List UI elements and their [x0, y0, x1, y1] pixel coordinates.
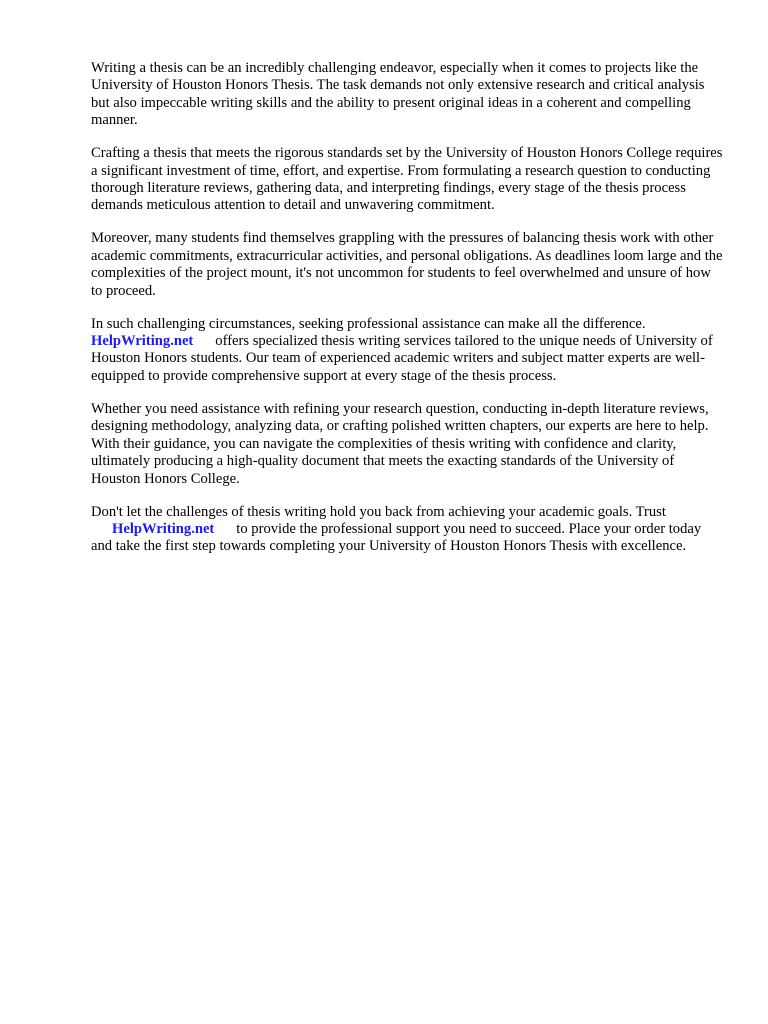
document-page	[91, 60, 723, 571]
paragraph-assistance	[91, 316, 723, 386]
paragraph-standards: Crafting a thesis that meets the rigorous standards set by the University of Houston Honors College requires a significant investment of time, effort, and expertise. From formulating a research question to conducting thorough literature reviews, gathering data, and interpreting findings, every stage of the thesis process demands meticulous attention to detail and unwavering commitment.	[91, 145, 723, 214]
paragraph-pressures: Moreover, many students find themselves grappling with the pressures of balancing thesis work with other academic commitments, extracurricular activities, and personal obligations. As deadlines loom large and the complexities of the project mount, it's not uncommon for students to feel overwhelmed and unsure of how to proceed.	[91, 230, 723, 299]
paragraph-services: Whether you need assistance with refining your research question, conducting in-depth literature reviews, designing methodology, analyzing data, or crafting polished written chapters, our experts are here to help. With their guidance, you can navigate the complexities of thesis writing with confidence and clarity, ultimately producing a high-quality document that meets the exacting standards of the University of Houston Honors College.	[91, 400, 709, 487]
paragraph-closing	[91, 504, 723, 556]
helpwriting-link-closing[interactable]: HelpWriting.net	[112, 520, 215, 537]
paragraph-intro: Writing a thesis can be an incredibly challenging endeavor, especially when it comes to projects like the University of Houston Honors Thesis. The task demands not only extensive research and critical analysis but also impeccable writing skills and the ability to present original ideas in a coherent and compelling manner.	[91, 60, 705, 129]
helpwriting-link[interactable]: HelpWriting.net	[91, 333, 194, 350]
paragraph-closing-lead: Don't let the challenges of thesis writing hold you back from achieving your academic goals. Trust	[91, 503, 666, 520]
paragraph-closing-rest: to provide the professional support you need to succeed. Place your order today and take the first step towards completing your University of Houston Honors Thesis with excellence.	[91, 520, 702, 555]
paragraph-assistance-lead: In such challenging circumstances, seeking professional assistance can make all the difference.	[91, 315, 646, 332]
paragraph-assistance-rest: offers specialized thesis writing services tailored to the unique needs of University of Houston Honors students. Our team of experienced academic writers and subject matter experts are well-equipped to provide comprehensive support at every stage of the thesis process.	[91, 333, 713, 384]
